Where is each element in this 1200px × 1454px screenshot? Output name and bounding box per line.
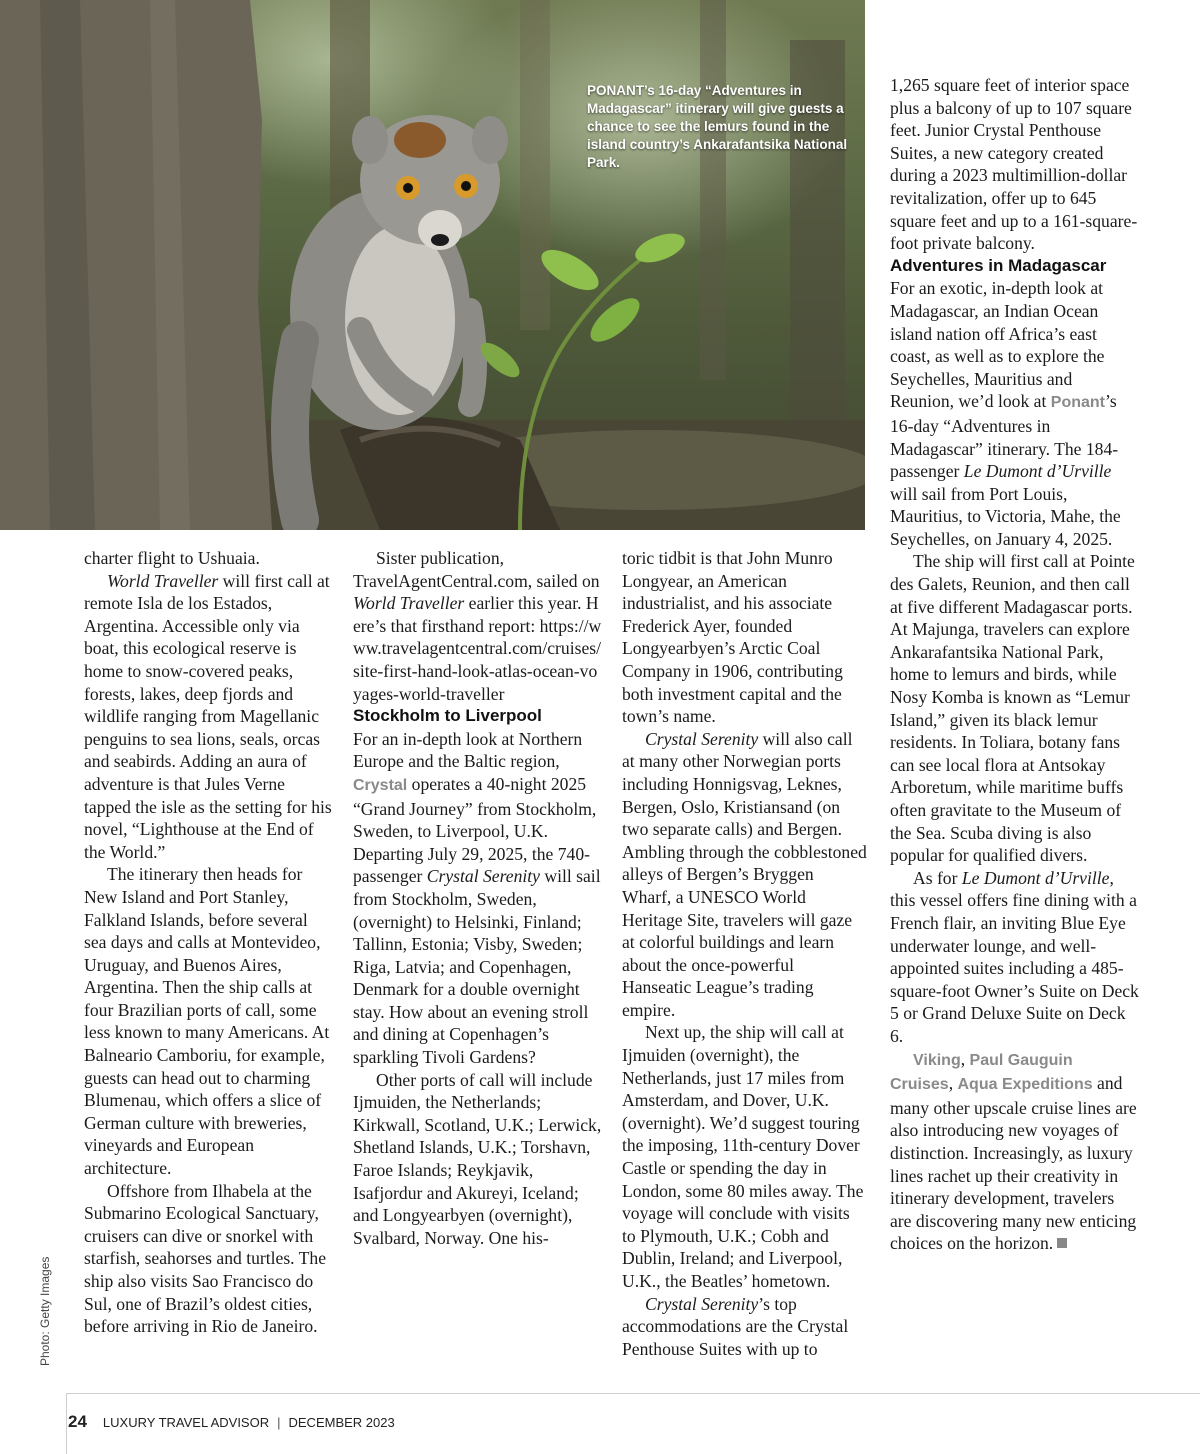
section-heading: Stockholm to Liverpool <box>353 706 542 726</box>
paragraph: World Traveller will first call at remote Isla de los Estados, Argentina. Accessible only via boat, this ecological reserve is home to snow-covered peaks, forests, lakes, deep fjords and wildlife ranging from Magellanic penguins to sea lions, seals, orcas and seabirds. Adding an aura of adventure is that Jules Verne tapped the isle as the setting for his novel, “Lighthouse at the End of the World.” <box>84 570 332 862</box>
paragraph: Viking, Paul Gauguin Cruises, Aqua Expeditions and many other upscale cruise lines are also introducing new voyages of distinction. Increasingly, as luxury lines rachet up their creativity in itinerary development, travelers are discovering many new enticing choices on the horizon. <box>890 1048 1137 1254</box>
brand-name: Aqua Expeditions <box>957 1076 1093 1094</box>
paragraph: 1,265 square feet of interior space plus a balcony of up to 107 square feet. Junior Crystal Penthouse Suites, a new category created during a 2023 multimillion-dollar revitalization, offer up to 645 square feet and up to a 161-square-foot private balcony. <box>890 75 1138 254</box>
article-column-2 <box>353 547 603 1249</box>
brand-name: Viking <box>913 1051 961 1069</box>
footer-divider <box>66 1393 1200 1394</box>
paragraph: charter flight to Ushuaia. <box>84 548 260 568</box>
paragraph: Sister publication, TravelAgentCentral.com, sailed on World Traveller earlier this year. Here’s that firsthand report: https://www.travelagentcentral.com/cruises/site-first-hand-look-atlas-ocean-voyages-world-traveller <box>353 548 602 704</box>
photo-caption: PONANT’s 16-day “Adventures in Madagascar” itinerary will give guests a chance to see the lemurs found in the island country’s Ankarafantsika National Park. <box>587 83 848 170</box>
paragraph: Other ports of call will include Ijmuiden, the Netherlands; Kirkwall, Scotland, U.K.; Lerwick, Shetland Islands, U.K.; Torshavn, Faroe Islands; Reykjavik, Isafjordur and Akureyi, Iceland; and Longyearbyen (overnight), Svalbard, Norway. One his- <box>353 1069 602 1248</box>
paragraph: For an exotic, in-depth look at Madagascar, an Indian Ocean island nation off Africa’s east coast, as well as to explore the Seychelles, Mauritius and Reunion, we’d look at Ponant’s 16-day “Adventures in Madagascar” itinerary. The 184-passenger Le Dumont d’Urville will sail from Port Louis, Mauritius, to Victoria, Mahe, the Seychelles, on January 4, 2025. <box>890 278 1121 549</box>
publication-name: LUXURY TRAVEL ADVISOR <box>102 1415 270 1430</box>
paragraph: The itinerary then heads for New Island and Port Stanley, Falkland Islands, before several sea days and calls at Montevideo, Uruguay, and Buenos Aires, Argentina. Then the ship calls at four Brazilian ports of call, some less known to many Americans. At Balneario Camboriu, for example, guests can head out to charming Blumenau, which offers a slice of German culture with breweries, vineyards and European architecture. <box>84 864 330 1179</box>
paragraph: As for Le Dumont d’Urville, this vessel offers fine dining with a French flair, an inviting Blue Eye underwater lounge, and well-appointed suites including a 485-square-foot Owner’s Suite on Deck 5 or Grand Deluxe Suite on Deck 6. <box>890 867 1139 1046</box>
footer-separator: | <box>277 1415 281 1430</box>
article-column-4 <box>890 74 1140 1255</box>
paragraph: Crystal Serenity will also call at many other Norwegian ports including Honnigsvag, Leknes, Bergen, Oslo, Kristiansand (on two separate calls) and Bergen. Ambling through the cobblestoned alleys of Bergen’s Bryggen Wharf, a UNESCO World Heritage Site, travelers will gaze at colorful buildings and learn about the once-powerful Hanseatic League’s trading empire. <box>622 728 867 1020</box>
article-column-1 <box>84 547 334 1338</box>
brand-name: Ponant <box>1050 394 1105 412</box>
ship-name: Crystal Serenity <box>645 1293 759 1314</box>
end-of-article-icon <box>1057 1238 1067 1248</box>
ship-name: World Traveller <box>353 593 465 614</box>
ship-name: World Traveller <box>107 570 219 591</box>
ship-name: Le Dumont d’Urville <box>963 461 1112 482</box>
ship-name: Crystal Serenity <box>645 728 759 749</box>
ship-name: Crystal Serenity <box>426 866 540 887</box>
ship-name: Le Dumont d’Urville <box>961 867 1110 888</box>
paragraph: Crystal Serenity’s top accommodations are the Crystal Penthouse Suites with up to <box>622 1293 849 1359</box>
paragraph: For an in-depth look at Northern Europe and the Baltic region, Crystal operates a 40-night 2025 “Grand Journey” from Stockholm, Sweden, to Liverpool, U.K. Departing July 29, 2025, the 740-passenger Crystal Serenity will sail from Stockholm, Sweden, (overnight) to Helsinki, Finland; Tallinn, Estonia; Visby, Sweden; Riga, Latvia; and Copenhagen, Denmark for a double overnight stay. How about an evening stroll and dining at Copenhagen’s sparkling Tivoli Gardens? <box>353 728 601 1068</box>
paragraph: Offshore from Ilhabela at the Submarino Ecological Sanctuary, cruisers can dive or snorkel with starfish, seahorses and turtles. The ship also visits Sao Francisco do Sul, one of Brazil’s oldest cities, before arriving in Rio de Janeiro. <box>84 1180 327 1337</box>
page-number: 24 <box>68 1412 87 1431</box>
article-column-3 <box>622 547 867 1360</box>
footer-divider-vertical <box>66 1393 67 1454</box>
issue-date: DECEMBER 2023 <box>288 1415 395 1430</box>
page-footer <box>68 1412 395 1442</box>
paragraph: Next up, the ship will call at Ijmuiden (overnight), the Netherlands, just 17 miles from Amsterdam, and Dover, U.K. (overnight). We’d suggest touring the imposing, 11th-century Dover Castle or spending the day in London, some 80 miles away. The voyage will conclude with visits to Plymouth, U.K.; Cobh and Dublin, Ireland; and Liverpool, U.K., the Beatles’ hometown. <box>622 1022 864 1291</box>
paragraph: toric tidbit is that John Munro Longyear, an American industrialist, and his associate Frederick Ayer, founded Longyearbyen’s Arctic Coal Company in 1906, contributing both investment capital and the town’s name. <box>622 548 843 727</box>
brand-name: Crystal <box>353 776 408 794</box>
lemur-photo <box>0 0 865 530</box>
lemur-illustration <box>0 0 865 530</box>
brand-name: Paul Gauguin Cruises <box>890 1051 1073 1094</box>
section-heading: Adventures in Madagascar <box>890 255 1107 275</box>
paragraph: The ship will first call at Pointe des Galets, Reunion, and then call at five different Madagascar ports. At Majunga, travelers can explore Ankarafantsika National Park, home to lemurs and birds, while Nosy Komba is known as “Lemur Island,” given its black lemur residents. In Toliara, botany fans can see local flora at Antsokay Arboretum, while maritime buffs often gravitate to the Museum of the Sea. Scuba diving is also popular for qualified divers. <box>890 551 1135 866</box>
photo-credit: Photo: Getty Images <box>38 1256 52 1366</box>
